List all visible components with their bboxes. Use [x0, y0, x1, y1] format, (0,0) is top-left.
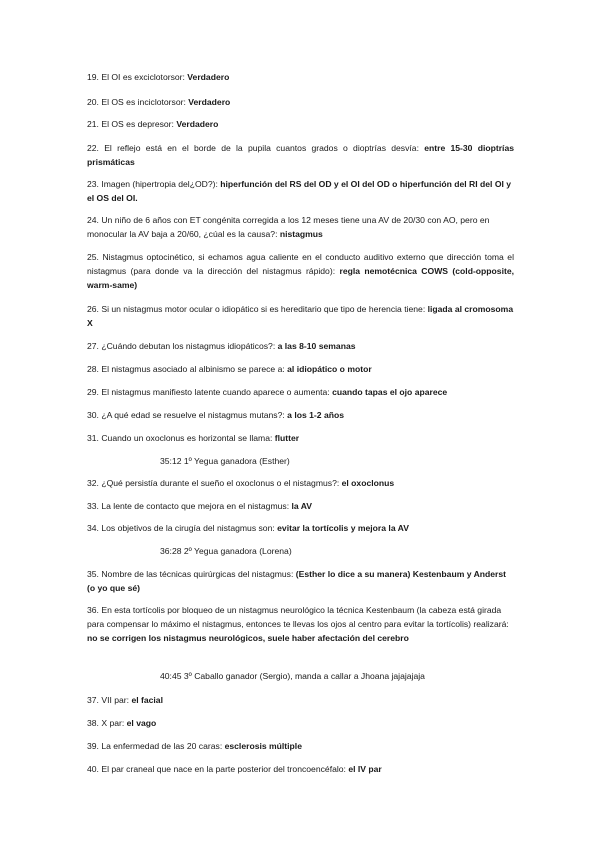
question-text: 33. La lente de contacto que mejora en el nistagmus: [87, 501, 292, 511]
question-text: 34. Los objetivos de la cirugía del nistagmus son: [87, 523, 278, 533]
question-37 [87, 693, 514, 707]
question-38 [87, 716, 514, 730]
question-text: 26. Si un nistagmus motor ocular o idiopático si es hereditario que tipo de herencia tiene: [87, 304, 428, 314]
question-text: 28. El nistagmus asociado al albinismo se parece a: [87, 364, 288, 374]
answer-text: Verdadero [176, 119, 219, 129]
question-27 [87, 339, 514, 353]
question-text: 31. Cuando un oxoclonus es horizontal se llama: [87, 433, 275, 443]
question-text: 25. Nistagmus optocinético, si echamos agua caliente en el conducto auditivo externo que dirección toma el nistagmus (para donde va la dirección del nistagmus rápido): [87, 252, 514, 277]
timestamp-note [160, 454, 520, 468]
answer-text: nistagmus [279, 229, 323, 240]
question-text: 21. El OS es depresor: [87, 119, 177, 129]
question-20 [87, 95, 514, 109]
question-23 [87, 177, 514, 205]
question-text: 30. ¿A qué edad se resuelve el nistagmus mutans?: [87, 410, 288, 420]
answer-text: el vago [126, 718, 157, 728]
question-text: 39. La enfermedad de las 20 caras: [87, 741, 225, 751]
question-text: 29. El nistagmus manifiesto latente cuando aparece o aumenta: [87, 387, 333, 397]
question-33 [87, 499, 514, 513]
question-22 [87, 141, 514, 169]
question-text: 37. VII par: [87, 695, 132, 705]
question-39 [87, 739, 514, 753]
question-34 [87, 521, 514, 535]
question-21 [87, 117, 514, 131]
answer-text: al idiopático o motor [287, 364, 372, 374]
question-19 [87, 70, 514, 84]
timestamp-note [160, 544, 520, 558]
question-40 [87, 762, 514, 776]
question-text: 19. El OI es exciclotorsor: [87, 72, 188, 82]
question-29 [87, 385, 514, 399]
question-text: 35. Nombre de las técnicas quirúrgicas del nistagmus: [87, 569, 296, 579]
question-28 [87, 362, 514, 376]
answer-text: hiperfunción del RS del OD y el OI del OD o hiperfunción del RI del OI y el OS del OI. [87, 179, 512, 204]
question-text: 40. El par craneal que nace en la parte posterior del troncoencéfalo: [87, 764, 349, 774]
answer-text: Verdadero [187, 72, 230, 82]
answer-text: ligada al cromosoma X [87, 304, 514, 329]
answer-text: a los 1-2 años [287, 410, 345, 420]
answer-text: el facial [131, 695, 163, 705]
answer-text: la AV [291, 501, 313, 511]
timestamp-text: 35:12 1º Yegua ganadora (Esther) [160, 456, 290, 466]
answer-text: (Esther lo dice a su manera) Kestenbaum y Anderst (o yo que sé) [87, 569, 507, 594]
question-35 [87, 567, 514, 595]
question-text: 23. Imagen (hipertropia del¿OD?): [87, 179, 221, 189]
question-26 [87, 302, 514, 330]
answer-text: el oxoclonus [341, 478, 395, 488]
answer-text: evitar la tortícolis y mejora la AV [277, 523, 409, 533]
answer-text: entre 15-30 dioptrías prismáticas [87, 143, 514, 168]
answer-text: no se corrigen los nistagmus neurológicos, suele haber afectación del cerebro [87, 633, 409, 644]
question-text: 24. Un niño de 6 años con ET congénita corregida a los 12 meses tiene una AV de 20/30 con AO, pero en monocular la AV baja a 20/60, ¿cúal es la causa?: [87, 215, 490, 240]
answer-text: esclerosis múltiple [224, 741, 302, 751]
answer-text: flutter [274, 433, 300, 443]
question-31 [87, 431, 514, 445]
timestamp-note [160, 669, 520, 683]
question-36 [87, 603, 514, 646]
question-text: 20. El OS es inciclotorsor: [87, 97, 189, 107]
answer-text: Verdadero [188, 97, 231, 107]
question-text: 36. En esta tortícolis por bloqueo de un nistagmus neurológico la técnica Kestenbaum (la cabeza está girada para compensar lo máximo el nistagmus, entonces te llevas los ojos al centro para evitar la tortícolis) realizará: [87, 605, 509, 630]
answer-text: regla nemotécnica COWS (cold-opposite, warm-same) [87, 266, 514, 291]
question-30 [87, 408, 514, 422]
question-25 [87, 250, 514, 293]
question-24 [87, 213, 514, 241]
timestamp-text: 40:45 3º Caballo ganador (Sergio), manda a callar a Jhoana jajajajaja [160, 671, 425, 681]
answer-text: a las 8-10 semanas [277, 341, 356, 351]
question-text: 38. X par: [87, 718, 127, 728]
answer-text: el IV par [348, 764, 382, 774]
timestamp-text: 36:28 2º Yegua ganadora (Lorena) [160, 546, 292, 556]
question-text: 32. ¿Qué persistía durante el sueño el oxoclonus o el nistagmus?: [87, 478, 342, 488]
question-32 [87, 476, 514, 490]
answer-text: cuando tapas el ojo aparece [332, 387, 448, 397]
question-text: 22. El reflejo está en el borde de la pupila cuantos grados o dioptrías desvía: [87, 143, 425, 153]
question-text: 27. ¿Cuándo debutan los nistagmus idiopáticos?: [87, 341, 278, 351]
